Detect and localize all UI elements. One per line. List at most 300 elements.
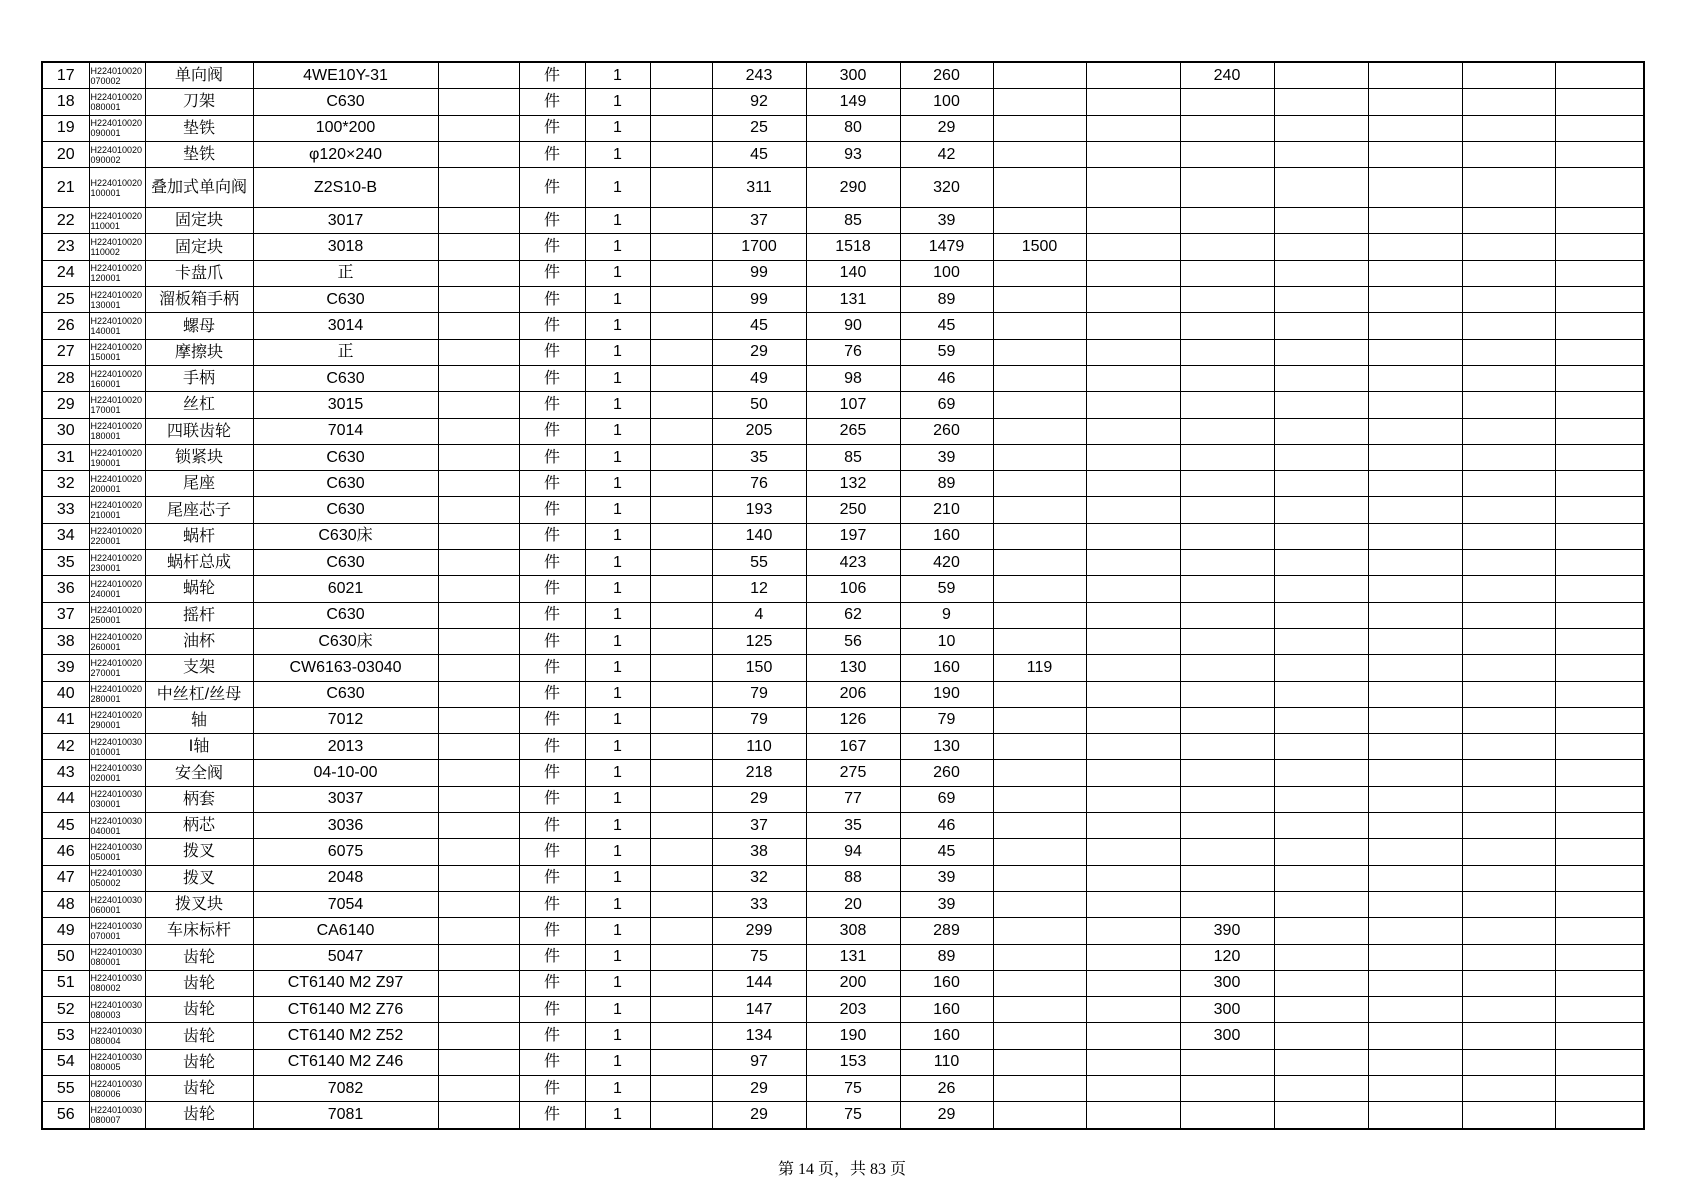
cell-code: H224010030030001 [89,786,145,812]
cell-code: H224010020080001 [89,89,145,115]
cell-unit: 件 [519,339,585,365]
cell-code: H224010020260001 [89,628,145,654]
cell-code: H224010030050001 [89,839,145,865]
cell-v5 [1086,891,1180,917]
cell-v6 [1180,786,1274,812]
cell-qty: 1 [585,891,650,917]
cell-qty: 1 [585,141,650,167]
cell-spec: CT6140 M2 Z76 [253,997,438,1023]
cell-v2: 90 [806,313,900,339]
cell-empty [1368,471,1462,497]
cell-empty [650,168,712,208]
cell-spec: C630 [253,89,438,115]
cell-v6 [1180,655,1274,681]
cell-v5 [1086,550,1180,576]
cell-v5 [1086,497,1180,523]
cell-name: 齿轮 [145,944,253,970]
cell-empty [1274,628,1368,654]
cell-empty [1274,313,1368,339]
cell-no: 47 [42,865,89,891]
cell-v2: 132 [806,471,900,497]
cell-v3: 59 [900,576,993,602]
cell-v4 [993,313,1086,339]
cell-qty: 1 [585,707,650,733]
cell-no: 55 [42,1075,89,1101]
cell-v6: 300 [1180,970,1274,996]
cell-v4 [993,918,1086,944]
cell-empty [1555,287,1644,313]
cell-empty [1555,576,1644,602]
cell-v5 [1086,1049,1180,1075]
cell-code: H224010030080003 [89,997,145,1023]
cell-v5 [1086,523,1180,549]
cell-v4 [993,208,1086,234]
cell-code: H224010020250001 [89,602,145,628]
cell-spec: 3018 [253,234,438,260]
cell-v1: 29 [712,1102,806,1129]
cell-empty [1555,418,1644,444]
cell-v1: 110 [712,734,806,760]
cell-empty [1274,655,1368,681]
cell-empty [1462,444,1555,470]
cell-spec: C630 [253,602,438,628]
cell-empty [1274,497,1368,523]
cell-v4 [993,260,1086,286]
cell-empty [1368,550,1462,576]
cell-v6 [1180,1075,1274,1101]
cell-empty [438,523,519,549]
cell-empty [438,313,519,339]
cell-v3: 79 [900,707,993,733]
cell-empty [650,576,712,602]
cell-code: H224010020290001 [89,707,145,733]
cell-empty [1555,628,1644,654]
cell-empty [650,260,712,286]
cell-v1: 92 [712,89,806,115]
cell-no: 56 [42,1102,89,1129]
cell-code: H224010030080006 [89,1075,145,1101]
cell-empty [1555,313,1644,339]
cell-unit: 件 [519,287,585,313]
cell-v3: 160 [900,655,993,681]
cell-v2: 265 [806,418,900,444]
cell-v2: 190 [806,1023,900,1049]
cell-v6 [1180,734,1274,760]
cell-empty [1368,497,1462,523]
cell-empty [1368,813,1462,839]
cell-v5 [1086,839,1180,865]
cell-v3: 190 [900,681,993,707]
cell-qty: 1 [585,115,650,141]
cell-empty [1555,444,1644,470]
cell-v1: 25 [712,115,806,141]
cell-v2: 98 [806,365,900,391]
cell-empty [650,970,712,996]
cell-name: 齿轮 [145,1049,253,1075]
cell-v2: 153 [806,1049,900,1075]
cell-v3: 289 [900,918,993,944]
cell-v3: 10 [900,628,993,654]
cell-v4 [993,970,1086,996]
cell-name: 齿轮 [145,997,253,1023]
cell-qty: 1 [585,287,650,313]
cell-empty [1274,813,1368,839]
cell-v6: 390 [1180,918,1274,944]
cell-qty: 1 [585,786,650,812]
cell-empty [1555,786,1644,812]
cell-empty [438,1102,519,1129]
cell-v6 [1180,707,1274,733]
cell-empty [1274,891,1368,917]
cell-empty [1368,260,1462,286]
cell-name: 叠加式单向阀 [145,168,253,208]
cell-empty [1368,1023,1462,1049]
cell-empty [1555,141,1644,167]
cell-empty [1555,707,1644,733]
cell-unit: 件 [519,168,585,208]
cell-unit: 件 [519,628,585,654]
cell-name: 拨叉 [145,865,253,891]
table-row [42,497,1644,523]
cell-v1: 29 [712,339,806,365]
cell-code: H224010020150001 [89,339,145,365]
cell-spec: 6075 [253,839,438,865]
table-row [42,208,1644,234]
cell-v2: 62 [806,602,900,628]
cell-no: 44 [42,786,89,812]
cell-empty [438,287,519,313]
cell-v4 [993,734,1086,760]
cell-name: 锁紧块 [145,444,253,470]
cell-empty [438,168,519,208]
cell-empty [1274,168,1368,208]
cell-empty [1555,260,1644,286]
table-row [42,418,1644,444]
cell-empty [1274,997,1368,1023]
cell-no: 26 [42,313,89,339]
cell-no: 36 [42,576,89,602]
cell-empty [438,839,519,865]
cell-empty [1368,997,1462,1023]
cell-empty [1555,813,1644,839]
cell-unit: 件 [519,1049,585,1075]
cell-v3: 46 [900,365,993,391]
cell-code: H224010020270001 [89,655,145,681]
cell-code: H224010020240001 [89,576,145,602]
cell-empty [1368,313,1462,339]
table-row [42,89,1644,115]
cell-code: H224010020230001 [89,550,145,576]
cell-code: H224010020190001 [89,444,145,470]
cell-empty [1462,891,1555,917]
cell-v1: 75 [712,944,806,970]
cell-v1: 79 [712,707,806,733]
cell-v4 [993,865,1086,891]
cell-empty [1462,260,1555,286]
cell-unit: 件 [519,313,585,339]
cell-unit: 件 [519,707,585,733]
cell-empty [438,707,519,733]
cell-v5 [1086,471,1180,497]
cell-empty [1368,1075,1462,1101]
cell-v4: 1500 [993,234,1086,260]
cell-empty [650,497,712,523]
cell-empty [1462,497,1555,523]
cell-v6: 300 [1180,1023,1274,1049]
cell-no: 35 [42,550,89,576]
cell-qty: 1 [585,208,650,234]
cell-no: 32 [42,471,89,497]
cell-unit: 件 [519,1102,585,1129]
cell-spec: 3017 [253,208,438,234]
cell-v4 [993,550,1086,576]
cell-name: 摇杆 [145,602,253,628]
cell-v6 [1180,865,1274,891]
cell-qty: 1 [585,839,650,865]
cell-v6 [1180,208,1274,234]
cell-unit: 件 [519,786,585,812]
cell-empty [438,444,519,470]
cell-empty [650,813,712,839]
cell-empty [650,444,712,470]
cell-empty [1555,497,1644,523]
table-row [42,392,1644,418]
cell-v1: 218 [712,760,806,786]
table-row [42,865,1644,891]
cell-v6 [1180,234,1274,260]
cell-v1: 144 [712,970,806,996]
cell-v6 [1180,1049,1274,1075]
cell-v1: 79 [712,681,806,707]
cell-v5 [1086,865,1180,891]
cell-v4 [993,89,1086,115]
cell-empty [1462,168,1555,208]
cell-v3: 42 [900,141,993,167]
cell-v5 [1086,168,1180,208]
cell-name: 安全阀 [145,760,253,786]
cell-empty [438,115,519,141]
cell-qty: 1 [585,550,650,576]
cell-code: H224010020110002 [89,234,145,260]
cell-v2: 250 [806,497,900,523]
cell-code: H224010020110001 [89,208,145,234]
cell-empty [1274,471,1368,497]
cell-empty [438,234,519,260]
table-row [42,115,1644,141]
cell-empty [1274,576,1368,602]
cell-code: H224010030050002 [89,865,145,891]
table-row [42,681,1644,707]
cell-v4 [993,1049,1086,1075]
cell-spec: 7054 [253,891,438,917]
cell-v2: 56 [806,628,900,654]
cell-no: 22 [42,208,89,234]
cell-empty [1462,1075,1555,1101]
cell-empty [1368,234,1462,260]
cell-v6: 240 [1180,62,1274,89]
cell-empty [438,628,519,654]
cell-code: H224010020220001 [89,523,145,549]
cell-empty [650,1049,712,1075]
cell-spec: C630 [253,550,438,576]
cell-no: 29 [42,392,89,418]
cell-empty [650,115,712,141]
cell-empty [650,602,712,628]
cell-v4 [993,891,1086,917]
cell-v5 [1086,339,1180,365]
cell-empty [650,997,712,1023]
cell-v3: 110 [900,1049,993,1075]
cell-empty [438,813,519,839]
cell-unit: 件 [519,444,585,470]
cell-name: 螺母 [145,313,253,339]
cell-empty [650,141,712,167]
cell-empty [438,497,519,523]
cell-v3: 160 [900,997,993,1023]
cell-name: 四联齿轮 [145,418,253,444]
cell-qty: 1 [585,813,650,839]
cell-empty [1462,918,1555,944]
cell-v4 [993,365,1086,391]
cell-empty [650,1075,712,1101]
cell-v4 [993,471,1086,497]
cell-v1: 140 [712,523,806,549]
cell-unit: 件 [519,550,585,576]
cell-v6 [1180,523,1274,549]
cell-name: 卡盘爪 [145,260,253,286]
cell-empty [1368,707,1462,733]
cell-v5 [1086,576,1180,602]
cell-empty [438,260,519,286]
cell-spec: 3037 [253,786,438,812]
cell-v1: 1700 [712,234,806,260]
cell-no: 42 [42,734,89,760]
cell-v3: 320 [900,168,993,208]
cell-v3: 39 [900,444,993,470]
table-row [42,141,1644,167]
cell-empty [438,141,519,167]
cell-no: 25 [42,287,89,313]
cell-empty [1462,628,1555,654]
cell-empty [1274,865,1368,891]
cell-code: H224010020130001 [89,287,145,313]
cell-v2: 130 [806,655,900,681]
cell-empty [1555,681,1644,707]
table-row [42,523,1644,549]
cell-v2: 308 [806,918,900,944]
cell-empty [1274,339,1368,365]
cell-v3: 420 [900,550,993,576]
cell-spec: 3015 [253,392,438,418]
cell-no: 34 [42,523,89,549]
cell-v6 [1180,115,1274,141]
cell-spec: C630 [253,471,438,497]
cell-v1: 45 [712,141,806,167]
price-table [41,61,1645,1130]
cell-v3: 100 [900,89,993,115]
cell-v1: 76 [712,471,806,497]
cell-v3: 89 [900,287,993,313]
cell-qty: 1 [585,734,650,760]
table-row [42,655,1644,681]
cell-empty [650,234,712,260]
cell-v3: 1479 [900,234,993,260]
cell-v5 [1086,707,1180,733]
cell-code: H224010030070001 [89,918,145,944]
cell-spec: 7012 [253,707,438,733]
cell-spec: 4WE10Y-31 [253,62,438,89]
cell-v3: 260 [900,760,993,786]
cell-empty [1462,62,1555,89]
cell-spec: φ120×240 [253,141,438,167]
cell-name: 拨叉 [145,839,253,865]
cell-spec: 正 [253,339,438,365]
cell-empty [1555,839,1644,865]
cell-empty [1368,168,1462,208]
cell-empty [1462,1102,1555,1129]
cell-name: 油杯 [145,628,253,654]
cell-v4 [993,707,1086,733]
cell-empty [1555,168,1644,208]
cell-v4 [993,444,1086,470]
cell-v1: 49 [712,365,806,391]
cell-spec: 04-10-00 [253,760,438,786]
cell-empty [438,471,519,497]
cell-empty [438,392,519,418]
cell-empty [1462,576,1555,602]
cell-qty: 1 [585,602,650,628]
cell-no: 45 [42,813,89,839]
cell-name: 尾座芯子 [145,497,253,523]
cell-qty: 1 [585,628,650,654]
table-row [42,1102,1644,1129]
cell-v3: 59 [900,339,993,365]
cell-qty: 1 [585,471,650,497]
cell-empty [1462,655,1555,681]
cell-unit: 件 [519,392,585,418]
cell-name: 蜗杆 [145,523,253,549]
cell-empty [650,365,712,391]
cell-v5 [1086,681,1180,707]
cell-empty [438,786,519,812]
cell-empty [650,918,712,944]
cell-v5 [1086,444,1180,470]
cell-name: 固定块 [145,234,253,260]
cell-v2: 106 [806,576,900,602]
table-row [42,234,1644,260]
cell-empty [1274,89,1368,115]
cell-v3: 39 [900,865,993,891]
cell-empty [1368,628,1462,654]
cell-spec: CA6140 [253,918,438,944]
cell-v1: 37 [712,813,806,839]
cell-empty [1368,1102,1462,1129]
cell-v5 [1086,365,1180,391]
cell-no: 19 [42,115,89,141]
cell-name: 摩擦块 [145,339,253,365]
table-row [42,970,1644,996]
cell-empty [1274,1023,1368,1049]
table-row [42,62,1644,89]
cell-v6 [1180,1102,1274,1129]
cell-v6 [1180,550,1274,576]
cell-qty: 1 [585,62,650,89]
cell-empty [1274,208,1368,234]
cell-empty [1462,1049,1555,1075]
cell-empty [1555,970,1644,996]
cell-empty [1368,287,1462,313]
cell-code: H224010020070002 [89,62,145,89]
